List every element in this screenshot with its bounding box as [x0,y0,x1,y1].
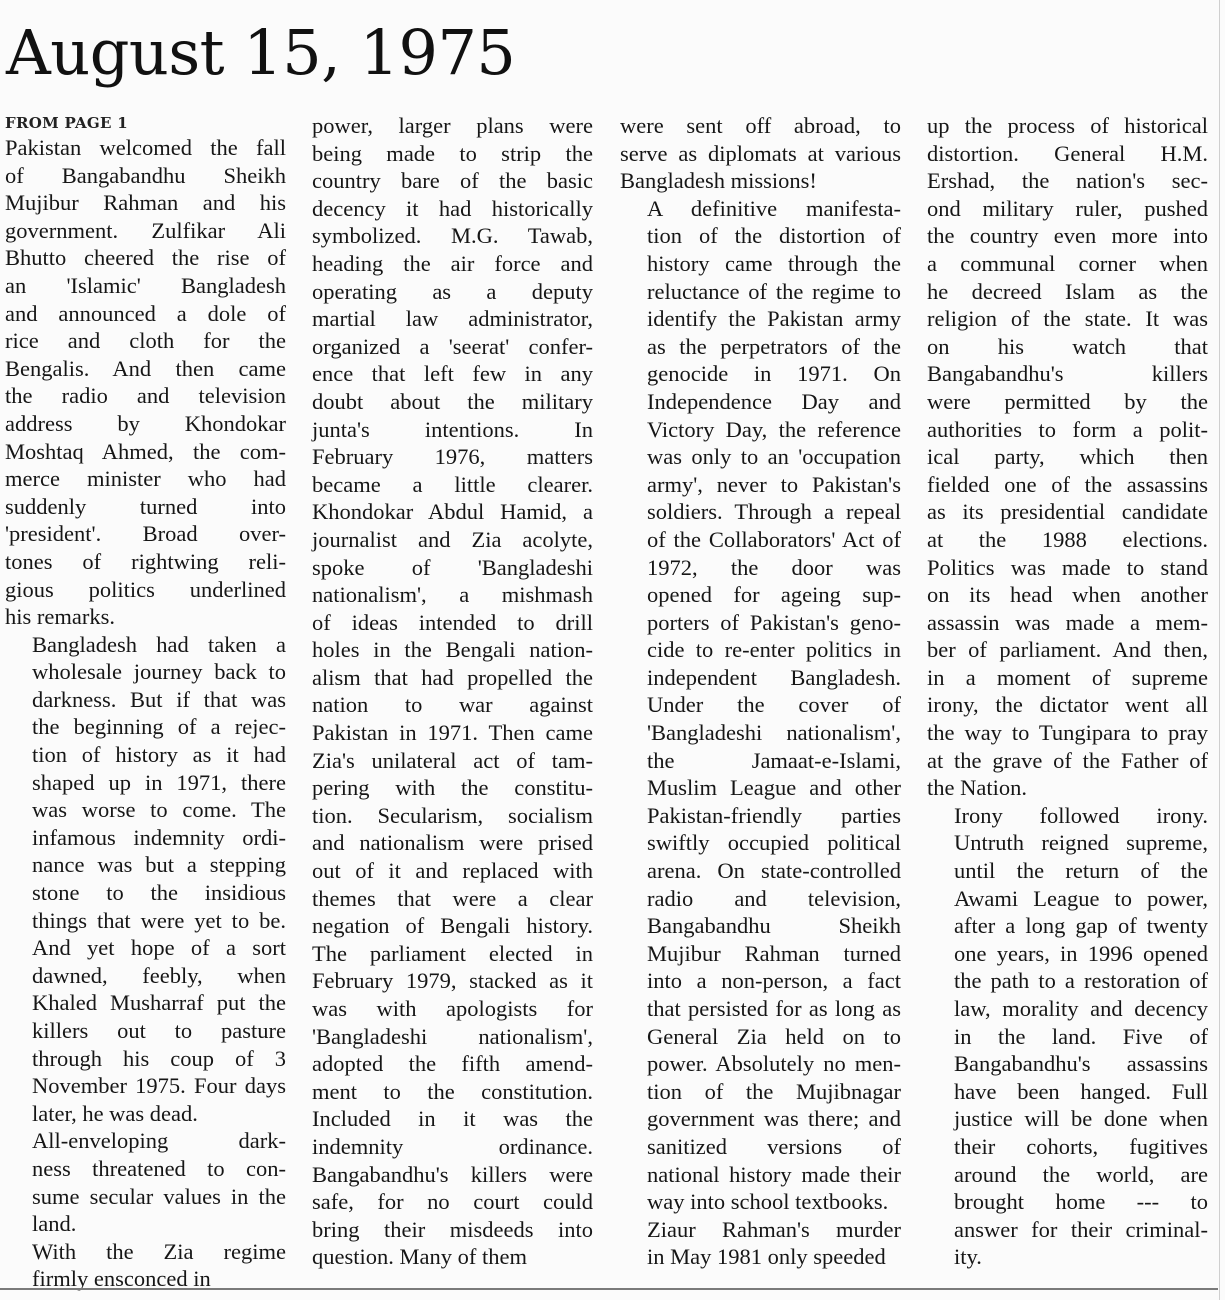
article-paragraph [5,1238,286,1293]
text-line: Included in it was the [312,1106,593,1132]
text-line: was worse to come. The [32,797,286,823]
text-line: holes in the Bengali nation- [312,637,593,663]
text-line: on its head when another [927,582,1208,608]
text-line: Bangabandhu's killers [927,361,1208,387]
text-line: martial law administrator, [312,306,593,332]
text-line: the radio and television [5,383,286,409]
text-line: national history made their [647,1161,901,1187]
text-line: The parliament elected in [312,940,593,966]
text-line: Bhutto cheered the rise of [5,245,286,271]
text-line: Pakistan-friendly parties [647,802,901,828]
text-line: answer for their criminal- [954,1216,1208,1242]
text-line: ber of parliament. And then, [927,637,1208,663]
text-line: Bengalis. And then came [5,355,286,381]
text-line: serve as diplomats at various [620,140,901,166]
text-line: Politics was made to stand [927,554,1208,580]
text-line: at the 1988 elections. [927,526,1208,552]
text-line: being made to strip the [312,140,593,166]
text-line: Muslim League and other [647,775,901,801]
text-line: 'Bangladeshi nationalism', [647,720,901,746]
headline: August 15, 1975 [6,16,516,89]
text-line: tion. Secularism, socialism [312,802,593,828]
text-line: Bangladesh missions! [620,168,817,194]
text-line: address by Khondokar [5,410,286,436]
text-line: nation to war against [312,692,593,718]
text-line: was only to an 'occupation [647,444,901,470]
text-line: wholesale journey back to [32,659,286,685]
text-line: have been hanged. Full [954,1078,1208,1104]
text-line: ence that left few in any [312,361,593,387]
text-line: ical party, which then [927,444,1208,470]
text-line: alism that had propelled the [312,664,593,690]
text-line: opened for ageing sup- [647,582,901,608]
text-line: question. Many of them [312,1244,527,1270]
text-line: heading the air force and [312,250,593,276]
text-line: independent Bangladesh. [647,664,901,690]
text-line: country bare of the basic [312,168,593,194]
text-line: were permitted by the [927,388,1208,414]
text-line: negation of Bengali history. [312,913,593,939]
text-line: government. Zulfikar Ali [5,217,286,243]
text-line: bring their misdeeds into [312,1216,593,1242]
text-line: ond military ruler, pushed [927,195,1208,221]
text-line: gious politics underlined [5,576,286,602]
text-line: government was there; and [647,1106,901,1132]
text-line: power. Absolutely no men- [647,1051,901,1077]
text-line: tion of history as it had [32,742,286,768]
text-line: ment to the constitution. [312,1078,593,1104]
continued-from-label: FROM PAGE 1 [5,114,129,132]
text-line: their cohorts, fugitives [954,1133,1208,1159]
text-line: Bangabandhu's assassins [954,1051,1208,1077]
article-column-3 [620,112,901,1271]
text-line: one years, in 1996 opened [954,940,1208,966]
text-line: the beginning of a rejec- [32,714,286,740]
text-line: his remarks. [5,604,115,630]
text-line: in the land. Five of [954,1023,1208,1049]
text-line: that persisted for as long as [647,996,901,1021]
text-line: junta's intentions. In [312,416,593,442]
text-line: army', never to Pakistan's [647,471,901,497]
article-column-2 [312,112,593,1271]
text-line: decency it had historically [312,195,593,221]
text-line: soldiers. Through a repeal [647,499,901,525]
text-line: Moshtaq Ahmed, the com- [5,438,286,464]
text-line: nationalism', a mishmash [312,582,593,608]
text-line: the Nation. [927,775,1027,801]
text-line: ness threatened to con- [32,1155,286,1181]
text-line: as its presidential candidate [927,499,1208,525]
text-line: porters of Pakistan's geno- [647,609,901,635]
text-line: arena. On state-controlled [647,858,901,884]
text-line: symbolized. M.G. Tawab, [312,223,593,249]
text-line: justice will be done when [954,1106,1208,1132]
text-line: 'Bangladeshi nationalism', [312,1023,593,1049]
text-line: a communal corner when [927,250,1208,276]
text-line: Mujibur Rahman and his [5,190,286,216]
text-line: of ideas intended to drill [312,609,593,635]
text-line: stone to the insidious [32,880,286,906]
text-line: Pakistan welcomed the fall [5,135,286,160]
text-line: suddenly turned into [5,493,286,519]
text-line: sanitized versions of [647,1133,901,1159]
text-line: power, larger plans were [312,113,593,138]
text-line: an 'Islamic' Bangladesh [5,272,286,298]
text-line: assassin was made a mem- [927,609,1208,635]
text-line: were sent off abroad, to [620,113,901,138]
text-line: at the grave of the Father of [927,747,1208,773]
text-line: tones of rightwing reli- [5,548,286,574]
text-line: in May 1981 only speeded [647,1244,886,1270]
text-line: things that were yet to be. [32,907,286,933]
text-line: ity. [954,1244,982,1270]
text-line: brought home --- to [954,1189,1208,1215]
text-line: and announced a dole of [5,300,286,326]
text-line: land. [32,1211,77,1237]
article-paragraph [620,1216,901,1271]
text-line: until the return of the [954,858,1208,884]
article-paragraph [927,112,1208,802]
text-line: Zia's unilateral act of tam- [312,747,593,773]
text-line: in a moment of supreme [927,664,1208,690]
text-line: of the Collaborators' Act of [647,526,901,552]
text-line: Khondokar Abdul Hamid, a [312,499,593,525]
text-line: up the process of historical [927,113,1208,138]
text-line: of Bangabandhu Sheikh [5,162,286,188]
text-line: Under the cover of [647,692,901,718]
text-line: later, he was dead. [32,1100,198,1126]
text-line: radio and television, [647,885,901,911]
text-line: around the world, are [954,1161,1208,1187]
text-line: irony, the dictator went all [927,692,1208,718]
text-line: and nationalism were prised [312,830,593,856]
text-line: fielded one of the assassins [927,471,1208,497]
text-line: Khaled Musharraf put the [32,990,286,1016]
text-line: swiftly occupied political [647,830,901,856]
text-line: was with apologists for [312,996,593,1021]
text-line: Ershad, the nation's sec- [927,168,1208,194]
text-line: darkness. But if that was [32,686,286,712]
right-edge-rule [1219,0,1220,1300]
article-paragraph [620,195,901,1216]
text-line: themes that were a clear [312,885,593,911]
text-line: February 1976, matters [312,444,593,470]
text-line: General Zia held on to [647,1023,901,1049]
text-line: firmly ensconced in [32,1266,211,1292]
text-line: merce minister who had [5,466,286,492]
text-line: as the perpetrators of the [647,333,901,359]
text-line: through his coup of 3 [32,1045,286,1071]
article-paragraph [5,1127,286,1237]
text-line: Awami League to power, [954,885,1208,911]
text-line: religion of the state. It was [927,306,1208,332]
text-line: genocide in 1971. On [647,361,901,387]
text-line: Ziaur Rahman's murder [647,1216,901,1242]
text-line: Bangladesh had taken a [32,631,286,657]
text-line: cide to re-enter politics in [647,637,901,663]
text-line: distortion. General H.M. [927,140,1208,166]
text-line: Victory Day, the reference [647,416,901,442]
text-line: became a little clearer. [312,471,593,497]
text-line: law, morality and decency [954,996,1208,1021]
article-paragraph [312,112,593,1271]
text-line: adopted the fifth amend- [312,1051,593,1077]
text-line: 'president'. Broad over- [5,521,286,547]
text-line: the path to a restoration of [954,968,1208,994]
text-line: Bangabandhu Sheikh [647,913,901,939]
text-line: the Jamaat-e-Islami, [647,747,901,773]
text-line: he decreed Islam as the [927,278,1208,304]
text-line: November 1975. Four days [32,1073,286,1099]
text-line: journalist and Zia acolyte, [312,526,593,552]
text-line: Irony followed irony. [954,802,1208,828]
article-column-4 [927,112,1208,1271]
text-line: reluctance of the regime to [647,278,901,304]
text-line: safe, for no court could [312,1189,593,1215]
text-line: tion of the Mujibnagar [647,1078,901,1104]
text-line: shaped up in 1971, there [32,769,286,795]
text-line: identify the Pakistan army [647,306,901,332]
text-line: Independence Day and [647,388,901,414]
text-line: February 1979, stacked as it [312,968,593,994]
text-line: after a long gap of twenty [954,913,1208,939]
text-line: killers out to pasture [32,1018,286,1043]
text-line: Untruth reigned supreme, [954,830,1208,856]
text-line: into a non-person, a fact [647,968,901,994]
text-line: on his watch that [927,333,1208,359]
text-line: the country even more into [927,223,1208,249]
text-line: tion of the distortion of [647,223,901,249]
text-line: organized a 'seerat' confer- [312,333,593,359]
article-paragraph [927,802,1208,1271]
bottom-rule [0,1288,1218,1290]
text-line: A definitive manifesta- [647,195,901,221]
text-line: doubt about the military [312,388,593,414]
text-line: history came through the [647,250,901,276]
article-paragraph [5,631,286,1128]
text-line: pering with the constitu- [312,775,593,801]
text-line: rice and cloth for the [5,328,286,354]
text-line: sume secular values in the [32,1183,286,1209]
text-line: indemnity ordinance. [312,1133,593,1159]
text-line: dawned, feebly, when [32,962,286,988]
text-line: All-enveloping dark- [32,1128,286,1154]
text-line: the way to Tungipara to pray [927,720,1208,746]
text-line: spoke of 'Bangladeshi [312,554,593,580]
text-line: Mujibur Rahman turned [647,940,901,966]
article-column-1 [5,112,286,1293]
text-line: Pakistan in 1971. Then came [312,720,593,746]
text-line: 1972, the door was [647,554,901,580]
text-line: authorities to form a polit- [927,416,1208,442]
article-paragraph [620,112,901,195]
text-line: nance was but a stepping [32,852,286,878]
text-line: infamous indemnity ordi- [32,824,286,850]
text-line: operating as a deputy [312,278,593,304]
text-line: With the Zia regime [32,1238,286,1264]
text-line: way into school textbooks. [647,1189,889,1215]
text-line: Bangabandhu's killers were [312,1161,593,1187]
text-line: out of it and replaced with [312,858,593,884]
text-line: And yet hope of a sort [32,935,286,961]
article-paragraph [5,134,286,631]
